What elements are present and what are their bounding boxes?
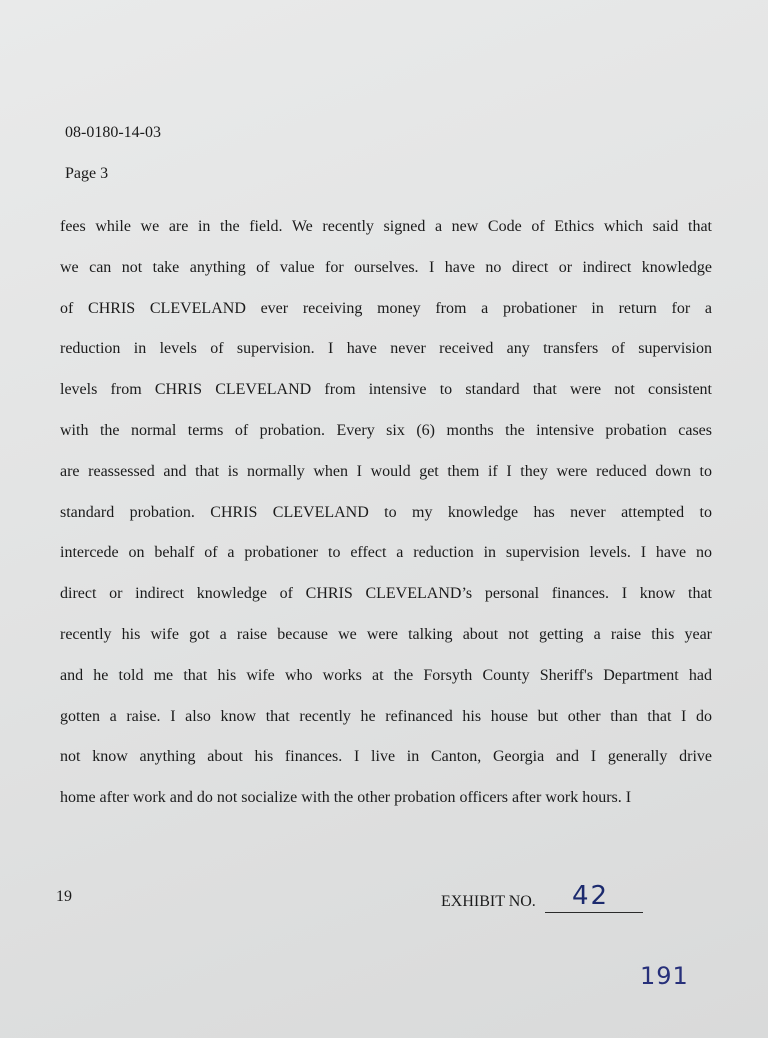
- exhibit-number: 42: [572, 881, 610, 911]
- case-number: 08-0180-14-03: [65, 124, 161, 141]
- body-line: intercede on behalf of a probationer to effect a reduction in supervision levels. I have no: [60, 544, 712, 562]
- exhibit-underline: [545, 912, 643, 913]
- body-line: fees while we are in the field. We recently signed a new Code of Ethics which said that: [60, 218, 712, 235]
- statement-body: [60, 207, 712, 819]
- body-line: levels from CHRIS CLEVELAND from intensive to standard that were not consistent: [60, 381, 712, 399]
- body-line: not know anything about his finances. I live in Canton, Georgia and I generally drive: [60, 748, 712, 766]
- body-line: reduction in levels of supervision. I have never received any transfers of supervision: [60, 340, 712, 358]
- body-line: with the normal terms of probation. Every six (6) months the intensive probation cases: [60, 421, 712, 439]
- body-line: are reassessed and that is normally when I would get them if I they were reduced down to: [60, 462, 712, 480]
- body-line: home after work and do not socialize with the other probation officers after work hours. I: [60, 789, 632, 807]
- page-label: Page 3: [65, 165, 109, 182]
- body-line: gotten a raise. I also know that recently he refinanced his house but other than that I do: [60, 707, 712, 725]
- page-stamp-number: 191: [640, 962, 689, 990]
- exhibit-label: EXHIBIT NO.: [441, 893, 536, 910]
- line-number: 19: [56, 888, 72, 905]
- body-line: standard probation. CHRIS CLEVELAND to my knowledge has never attempted to: [60, 503, 712, 521]
- body-line: of CHRIS CLEVELAND ever receiving money from a probationer in return for a: [60, 299, 712, 317]
- body-line: direct or indirect knowledge of CHRIS CLEVELAND’s personal finances. I know that: [60, 585, 712, 603]
- body-line: and he told me that his wife who works at the Forsyth County Sheriff's Department had: [60, 666, 712, 684]
- body-line: recently his wife got a raise because we were talking about not getting a raise this year: [60, 625, 712, 643]
- body-line: we can not take anything of value for ourselves. I have no direct or indirect knowledge: [60, 258, 712, 276]
